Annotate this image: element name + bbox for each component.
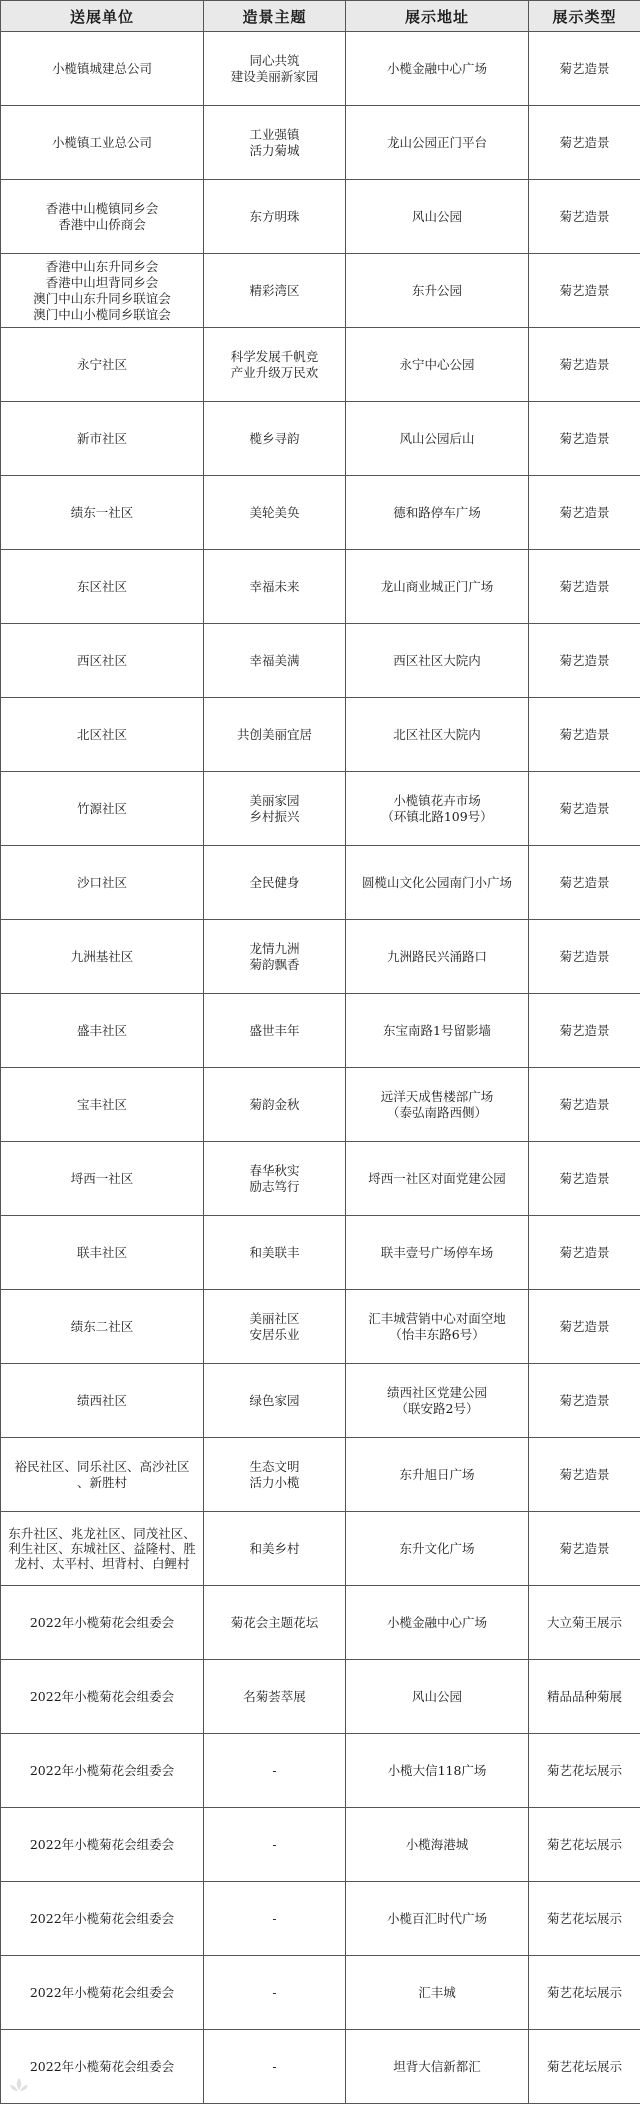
cell-address <box>346 32 529 106</box>
table-row <box>1 476 640 550</box>
cell-text: 永宁社区 <box>4 357 200 373</box>
cell-type <box>529 1290 640 1364</box>
cell-address <box>346 1364 529 1438</box>
cell-text: 美轮美奂 <box>207 505 342 521</box>
cell-text: 美丽家园 <box>207 793 342 809</box>
cell-text: 和美乡村 <box>207 1541 342 1557</box>
cell-text: 菊艺造景 <box>532 1319 637 1335</box>
cell-address <box>346 1216 529 1290</box>
cell-text: 宝丰社区 <box>4 1097 200 1113</box>
table-row <box>1 550 640 624</box>
cell-text: 菊艺花坛展示 <box>532 1911 637 1927</box>
cell-type <box>529 1586 640 1660</box>
cell-theme <box>204 1956 346 2030</box>
cell-address <box>346 1068 529 1142</box>
cell-theme <box>204 402 346 476</box>
cell-address <box>346 1438 529 1512</box>
table-row <box>1 328 640 402</box>
cell-text: 小榄镇城建总公司 <box>4 61 200 77</box>
cell-address <box>346 1512 529 1586</box>
cell-address <box>346 846 529 920</box>
table-row <box>1 1290 640 1364</box>
table-row <box>1 180 640 254</box>
cell-text: （联安路2号） <box>349 1401 525 1417</box>
cell-sending-unit <box>1 1068 204 1142</box>
cell-theme <box>204 1290 346 1364</box>
table-header <box>1 1 640 32</box>
cell-text: 九洲基社区 <box>4 949 200 965</box>
cell-sending-unit <box>1 1290 204 1364</box>
cell-type <box>529 698 640 772</box>
cell-type <box>529 106 640 180</box>
cell-type <box>529 772 640 846</box>
table-row <box>1 1734 640 1808</box>
table-row <box>1 1882 640 1956</box>
cell-text: - <box>207 2059 342 2075</box>
cell-text: 安居乐业 <box>207 1327 342 1343</box>
cell-text: 绩西社区 <box>4 1393 200 1409</box>
cell-address <box>346 1882 529 1956</box>
cell-text: 小榄海港城 <box>349 1837 525 1853</box>
cell-text: （怡丰东路6号） <box>349 1327 525 1343</box>
cell-theme <box>204 1660 346 1734</box>
cell-text: 全民健身 <box>207 875 342 891</box>
cell-theme <box>204 2030 346 2104</box>
cell-text: 澳门中山东升同乡联谊会 <box>4 291 200 307</box>
cell-theme <box>204 1438 346 1512</box>
cell-sending-unit <box>1 1660 204 1734</box>
cell-sending-unit <box>1 994 204 1068</box>
cell-type <box>529 550 640 624</box>
cell-text: 春华秋实 <box>207 1163 342 1179</box>
header-theme: 造景主题 <box>204 1 346 32</box>
table-row <box>1 32 640 106</box>
cell-text: 汇丰城营销中心对面空地 <box>349 1311 525 1327</box>
cell-address <box>346 180 529 254</box>
cell-text: 北区社区大院内 <box>349 727 525 743</box>
cell-type <box>529 1512 640 1586</box>
cell-address <box>346 328 529 402</box>
cell-type <box>529 624 640 698</box>
cell-theme <box>204 1586 346 1660</box>
cell-text: 名菊荟萃展 <box>207 1689 342 1705</box>
cell-address <box>346 772 529 846</box>
cell-text: 精彩湾区 <box>207 283 342 299</box>
cell-sending-unit <box>1 1586 204 1660</box>
table-row <box>1 846 640 920</box>
cell-type <box>529 402 640 476</box>
cell-theme <box>204 846 346 920</box>
cell-address <box>346 1956 529 2030</box>
cell-text: 菊艺造景 <box>532 505 637 521</box>
cell-text: - <box>207 1911 342 1927</box>
cell-address <box>346 1808 529 1882</box>
cell-type <box>529 2030 640 2104</box>
cell-theme <box>204 1808 346 1882</box>
cell-theme <box>204 328 346 402</box>
cell-text: 圆榄山文化公园南门小广场 <box>349 875 525 891</box>
cell-text: 2022年小榄菊花会组委会 <box>4 1985 200 2001</box>
cell-text: 产业升级万民欢 <box>207 365 342 381</box>
cell-text: 2022年小榄菊花会组委会 <box>4 2059 200 2075</box>
cell-theme <box>204 772 346 846</box>
cell-text: 龙情九洲 <box>207 941 342 957</box>
cell-text: 九洲路民兴涌路口 <box>349 949 525 965</box>
cell-type <box>529 476 640 550</box>
cell-text: 小榄大信118广场 <box>349 1763 525 1779</box>
cell-text: 西区社区 <box>4 653 200 669</box>
cell-sending-unit <box>1 772 204 846</box>
cell-text: 西区社区大院内 <box>349 653 525 669</box>
cell-text: 菊艺造景 <box>532 1171 637 1187</box>
cell-theme <box>204 550 346 624</box>
cell-text: 菊艺造景 <box>532 653 637 669</box>
cell-text: 小榄百汇时代广场 <box>349 1911 525 1927</box>
cell-theme <box>204 1142 346 1216</box>
cell-text: 绩西社区党建公园 <box>349 1385 525 1401</box>
cell-text: 绩东一社区 <box>4 505 200 521</box>
cell-text: 幸福未来 <box>207 579 342 595</box>
table-row <box>1 1512 640 1586</box>
cell-text: 东方明珠 <box>207 209 342 225</box>
cell-text: 东升旭日广场 <box>349 1467 525 1483</box>
cell-address <box>346 920 529 994</box>
table-row <box>1 1660 640 1734</box>
cell-type <box>529 1364 640 1438</box>
cell-text: 2022年小榄菊花会组委会 <box>4 1837 200 1853</box>
cell-theme <box>204 1068 346 1142</box>
cell-text: 2022年小榄菊花会组委会 <box>4 1911 200 1927</box>
cell-text: 小榄镇花卉市场 <box>349 793 525 809</box>
cell-text: 榄乡寻韵 <box>207 431 342 447</box>
cell-theme <box>204 1512 346 1586</box>
cell-text: 精品品种菊展 <box>532 1689 637 1705</box>
table-row <box>1 2030 640 2104</box>
cell-address <box>346 254 529 328</box>
cell-type <box>529 1216 640 1290</box>
cell-type <box>529 846 640 920</box>
cell-address <box>346 698 529 772</box>
table-row <box>1 1808 640 1882</box>
cell-type <box>529 1660 640 1734</box>
cell-theme <box>204 254 346 328</box>
cell-text: （环镇北路109号） <box>349 809 525 825</box>
header-address: 展示地址 <box>346 1 529 32</box>
cell-text: 和美联丰 <box>207 1245 342 1261</box>
cell-text: 小榄镇工业总公司 <box>4 135 200 151</box>
cell-text: 东区社区 <box>4 579 200 595</box>
cell-address <box>346 1290 529 1364</box>
cell-text: 菊艺造景 <box>532 579 637 595</box>
cell-theme <box>204 624 346 698</box>
cell-theme <box>204 32 346 106</box>
cell-text: 东升文化广场 <box>349 1541 525 1557</box>
cell-text: 菊艺造景 <box>532 875 637 891</box>
cell-text: 菊艺造景 <box>532 1097 637 1113</box>
cell-text: - <box>207 1837 342 1853</box>
cell-text: 风山公园 <box>349 209 525 225</box>
cell-theme <box>204 920 346 994</box>
cell-type <box>529 1956 640 2030</box>
cell-sending-unit <box>1 920 204 994</box>
cell-text: （泰弘南路西侧） <box>349 1105 525 1121</box>
cell-address <box>346 1586 529 1660</box>
cell-text: 励志笃行 <box>207 1179 342 1195</box>
cell-text: 绩东二社区 <box>4 1319 200 1335</box>
cell-sending-unit <box>1 1882 204 1956</box>
cell-theme <box>204 180 346 254</box>
cell-sending-unit <box>1 1734 204 1808</box>
cell-text: 竹源社区 <box>4 801 200 817</box>
cell-type <box>529 1142 640 1216</box>
cell-text: 东升公园 <box>349 283 525 299</box>
cell-sending-unit <box>1 328 204 402</box>
table-row <box>1 1438 640 1512</box>
cell-type <box>529 328 640 402</box>
table-row <box>1 106 640 180</box>
cell-text: 菊艺造景 <box>532 727 637 743</box>
cell-theme <box>204 1882 346 1956</box>
cell-text: 菊艺造景 <box>532 1467 637 1483</box>
cell-text: 汇丰城 <box>349 1985 525 2001</box>
table-row <box>1 994 640 1068</box>
cell-text: 香港中山东升同乡会 <box>4 259 200 275</box>
table-row <box>1 402 640 476</box>
cell-text: 菊艺花坛展示 <box>532 2059 637 2075</box>
cell-text: 新市社区 <box>4 431 200 447</box>
cell-sending-unit <box>1 846 204 920</box>
table-body <box>1 32 640 2104</box>
cell-text: 东宝南路1号留影墙 <box>349 1023 525 1039</box>
header-row <box>1 1 640 32</box>
cell-text: 菊艺造景 <box>532 61 637 77</box>
cell-text: 联丰社区 <box>4 1245 200 1261</box>
cell-text: 菊艺花坛展示 <box>532 1763 637 1779</box>
cell-text: 2022年小榄菊花会组委会 <box>4 1763 200 1779</box>
cell-theme <box>204 1364 346 1438</box>
table-row <box>1 1068 640 1142</box>
cell-text: 东升社区、兆龙社区、同茂社区、利生社区、东城社区、益隆村、胜龙村、太平村、坦背村、白鲤村 <box>4 1526 200 1571</box>
table-row <box>1 698 640 772</box>
cell-text: 菊韵金秋 <box>207 1097 342 1113</box>
cell-type <box>529 1068 640 1142</box>
header-sending-unit: 送展单位 <box>1 1 204 32</box>
cell-sending-unit <box>1 1142 204 1216</box>
table-row <box>1 1142 640 1216</box>
cell-sending-unit <box>1 1956 204 2030</box>
cell-text: 活力小榄 <box>207 1475 342 1491</box>
cell-text: 菊艺造景 <box>532 1245 637 1261</box>
cell-text: 德和路停车广场 <box>349 505 525 521</box>
cell-type <box>529 994 640 1068</box>
cell-sending-unit <box>1 402 204 476</box>
cell-sending-unit <box>1 1808 204 1882</box>
table-row <box>1 772 640 846</box>
cell-text: 菊艺造景 <box>532 801 637 817</box>
cell-text: 工业强镇 <box>207 127 342 143</box>
cell-text: 龙山商业城正门广场 <box>349 579 525 595</box>
cell-text: 菊艺造景 <box>532 431 637 447</box>
cell-text: 裕民社区、同乐社区、高沙社区 <box>4 1459 200 1475</box>
cell-text: 永宁中心公园 <box>349 357 525 373</box>
cell-text: 龙山公园正门平台 <box>349 135 525 151</box>
cell-theme <box>204 994 346 1068</box>
cell-theme <box>204 1734 346 1808</box>
cell-text: 大立菊王展示 <box>532 1615 637 1631</box>
cell-text: 风山公园后山 <box>349 431 525 447</box>
cell-text: 同心共筑 <box>207 53 342 69</box>
cell-address <box>346 1660 529 1734</box>
cell-text: 小榄金融中心广场 <box>349 61 525 77</box>
cell-text: 美丽社区 <box>207 1311 342 1327</box>
cell-text: 共创美丽宜居 <box>207 727 342 743</box>
cell-text: - <box>207 1985 342 2001</box>
cell-text: 菊艺造景 <box>532 135 637 151</box>
cell-address <box>346 402 529 476</box>
table-row <box>1 1586 640 1660</box>
cell-text: 菊艺造景 <box>532 209 637 225</box>
cell-text: 、新胜村 <box>4 1475 200 1491</box>
cell-text: 盛世丰年 <box>207 1023 342 1039</box>
cell-text: 建设美丽新家园 <box>207 69 342 85</box>
header-type: 展示类型 <box>529 1 640 32</box>
cell-text: 幸福美满 <box>207 653 342 669</box>
cell-text: 2022年小榄菊花会组委会 <box>4 1615 200 1631</box>
table-row <box>1 1364 640 1438</box>
table-row <box>1 254 640 328</box>
cell-type <box>529 1808 640 1882</box>
cell-text: - <box>207 1763 342 1779</box>
cell-text: 风山公园 <box>349 1689 525 1705</box>
cell-text: 菊艺花坛展示 <box>532 1985 637 2001</box>
cell-text: 菊艺造景 <box>532 1541 637 1557</box>
cell-address <box>346 550 529 624</box>
cell-text: 埒西一社区 <box>4 1171 200 1187</box>
cell-address <box>346 2030 529 2104</box>
cell-theme <box>204 698 346 772</box>
cell-address <box>346 624 529 698</box>
cell-type <box>529 920 640 994</box>
cell-sending-unit <box>1 254 204 328</box>
cell-text: 埒西一社区对面党建公园 <box>349 1171 525 1187</box>
table-row <box>1 1956 640 2030</box>
cell-type <box>529 254 640 328</box>
cell-text: 2022年小榄菊花会组委会 <box>4 1689 200 1705</box>
cell-text: 乡村振兴 <box>207 809 342 825</box>
cell-text: 香港中山坦背同乡会 <box>4 275 200 291</box>
cell-text: 联丰壹号广场停车场 <box>349 1245 525 1261</box>
cell-text: 菊艺造景 <box>532 949 637 965</box>
cell-text: 科学发展千帆竞 <box>207 349 342 365</box>
cell-sending-unit <box>1 550 204 624</box>
cell-theme <box>204 1216 346 1290</box>
cell-sending-unit <box>1 32 204 106</box>
cell-sending-unit <box>1 698 204 772</box>
cell-text: 沙口社区 <box>4 875 200 891</box>
cell-address <box>346 476 529 550</box>
cell-type <box>529 32 640 106</box>
cell-sending-unit <box>1 624 204 698</box>
table-row <box>1 1216 640 1290</box>
cell-sending-unit <box>1 2030 204 2104</box>
table-row <box>1 624 640 698</box>
cell-text: 菊艺造景 <box>532 1393 637 1409</box>
cell-type <box>529 1438 640 1512</box>
cell-sending-unit <box>1 1438 204 1512</box>
cell-text: 菊艺花坛展示 <box>532 1837 637 1853</box>
cell-text: 菊花会主题花坛 <box>207 1615 342 1631</box>
cell-text: 北区社区 <box>4 727 200 743</box>
cell-theme <box>204 106 346 180</box>
cell-text: 菊艺造景 <box>532 1023 637 1039</box>
cell-type <box>529 1882 640 1956</box>
cell-type <box>529 1734 640 1808</box>
cell-text: 菊艺造景 <box>532 357 637 373</box>
cell-text: 小榄金融中心广场 <box>349 1615 525 1631</box>
cell-sending-unit <box>1 1512 204 1586</box>
cell-sending-unit <box>1 106 204 180</box>
cell-sending-unit <box>1 1364 204 1438</box>
cell-text: 绿色家园 <box>207 1393 342 1409</box>
table-row <box>1 920 640 994</box>
cell-sending-unit <box>1 476 204 550</box>
cell-text: 盛丰社区 <box>4 1023 200 1039</box>
cell-text: 远洋天成售楼部广场 <box>349 1089 525 1105</box>
cell-text: 香港中山侨商会 <box>4 217 200 233</box>
cell-sending-unit <box>1 180 204 254</box>
cell-text: 菊韵飘香 <box>207 957 342 973</box>
cell-address <box>346 1142 529 1216</box>
cell-address <box>346 994 529 1068</box>
cell-theme <box>204 476 346 550</box>
lotus-watermark-icon <box>8 2076 30 2094</box>
cell-text: 坦背大信新都汇 <box>349 2059 525 2075</box>
cell-text: 生态文明 <box>207 1459 342 1475</box>
cell-text: 香港中山榄镇同乡会 <box>4 201 200 217</box>
cell-type <box>529 180 640 254</box>
cell-text: 活力菊城 <box>207 143 342 159</box>
cell-text: 菊艺造景 <box>532 283 637 299</box>
cell-address <box>346 1734 529 1808</box>
cell-text: 澳门中山小榄同乡联谊会 <box>4 307 200 323</box>
cell-address <box>346 106 529 180</box>
cell-sending-unit <box>1 1216 204 1290</box>
